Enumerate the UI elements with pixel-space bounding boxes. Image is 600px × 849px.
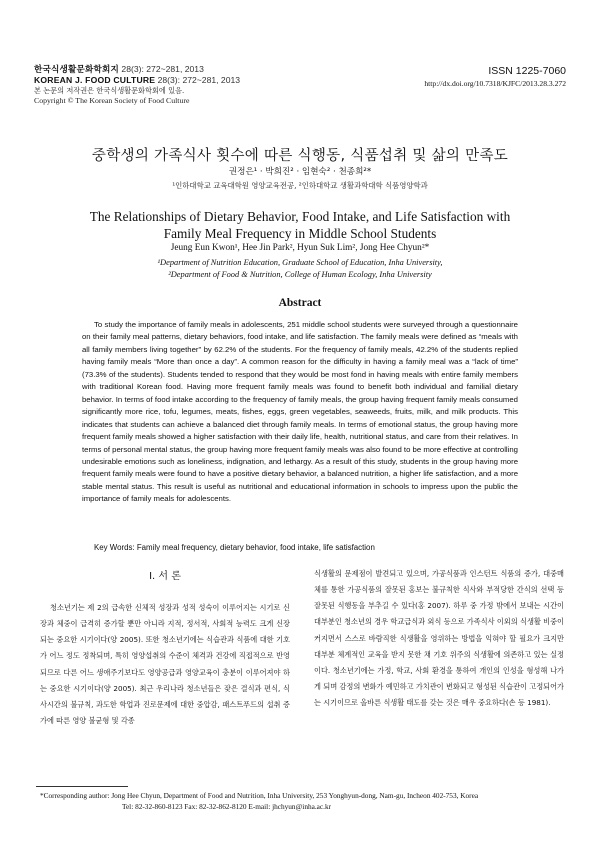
footnote-line-2: Tel: 82-32-860-8123 Fax: 82-32-862-8120 E-mail: jhchyun@inha.ac.kr	[122, 802, 332, 811]
title-english-line-2: Family Meal Frequency in Middle School Students	[163, 225, 437, 241]
title-korean: 중학생의 가족식사 횟수에 따른 식행동, 식품섭취 및 삶의 만족도	[91, 148, 509, 164]
title-english	[60, 209, 540, 242]
journal-ko-line	[34, 64, 240, 75]
journal-en-line	[34, 75, 240, 86]
journal-ko-volume: 28(3): 272~281, 2013	[119, 64, 204, 74]
section-title: I. 서 론	[149, 571, 181, 582]
title-english-line-1: The Relationships of Dietary Behavior, Food Intake, and Life Satisfaction with	[89, 209, 511, 224]
affiliation-english	[0, 257, 600, 281]
body-paragraph-left: 청소년기는 제 2의 급속한 신체적 성장과 성적 성숙이 이루어지는 시기로 신장과 체중이 급격히 증가할 뿐만 아니라 지적, 정서적, 사회적 능력도 크게 신장되는 중요한 시기이다(양 2005). 또한 청소년기에는 식습관과 식품에 대한 기호가 어느 정도 정착되며, 특히 영양섭취의 수준이 체격과 건강에 직접적으로 반영되므로 다른 어느 생애주기보다도 영양공급과 영양교육이 충분이 이루어져야 하는 중요한 시기이다(양 2005). 최근 우리나라 청소년들은 잦은 결식과 편식, 식사시간의 불규칙, 과도한 학업과 진로문제에 대한 중압감, 패스트푸드의 섭취 증가에 따른 영양 불균형 및 각종	[40, 603, 290, 726]
journal-ko: 한국식생활문화학회지	[34, 64, 120, 74]
body-paragraph-right: 식생활의 문제점이 발견되고 있으며, 가공식품과 인스턴트 식품의 증가, 대중매체를 통한 가공식품의 잘못된 홍보는 불규칙한 식사와 부적당한 간식의 선택 등 잘못된 식행동을 부추길 수 있다(홍 2007). 하루 중 가정 밖에서 보내는 시간이 대부분인 청소년의 경우 학교급식과 외식 등으로 가족식사 이외의 식생활 비중이 커지면서 스스로 바람직한 식생활을 영위하는 방법을 익혀야 할 필요가 크지만 대부분 체계적인 교육을 받지 못한 채 기호 위주의 식생활에 의존하고 있는 실정이다. 청소년기에는 가정, 학교, 사회 환경을 통하여 개인의 인성을 형성해 나가게 되며 감정의 변화가 예민하고 가치관이 변화되고 형성된 식습관이 고정되어가는 시기이므로 올바른 식생활 태도를 갖는 것은 매우 중요하다(손 등 1981).	[314, 569, 564, 708]
doi-link[interactable]: http://dx.doi.org/10.7318/KJFC/2013.28.3.272	[424, 79, 566, 88]
copyright-en: Copyright © The Korean Society of Food Culture	[34, 96, 190, 105]
footnote-line-1: *Corresponding author: Jong Hee Chyun, Department of Food and Nutrition, Inha University, 253 Yonghyun-dong, Nam-gu, Incheon 402-753, Korea	[40, 791, 479, 800]
affiliation-english-1: ¹Department of Nutrition Education, Graduate School of Education, Inha University,	[157, 258, 443, 267]
keywords: Key Words: Family meal frequency, dietary behavior, food intake, life satisfaction	[94, 543, 375, 552]
abstract-text: To study the importance of family meals in adolescents, 251 middle school students were surveyed through a questionnaire on their family meal patterns, dietary behaviors, food intake, and life satisfaction. The family meals were defined as “meals with all family members living together” by 62.2% of the students. For the frequency of family meals, 42.2% of the students replied having family meals “More than once a day”. A common reason for the difficulty in having a family meal was a “lack of time” (73.3% of the students). Students tended to respond that they would be most fond in having meals with entire family members with traditional Korean food. Having more frequent family meals was found to benefit both individual and familial dietary behavior. In terms of food intake according to the frequency of family meals, the group having frequent family meals consumed significantly more rice, tofu, legumes, meats, fishes, eggs, green vegetables, seaweeds, fruits, milk, and milk products. This indicates that students can achieve a balanced diet through family meals. In terms of emotional status, the group having more frequent family meals showed a higher satisfaction with their daily life, health, nutritional status, and care from their relatives. In terms of personal mental status, the group having more frequent family meals was also found to be more effective at controlling undesirable emotions such as loneliness, indignation, and lethargy. As a result of this study, students in the group having more frequent family meals were found to have a positive dietary behavior, a balanced nutrition, a higher life satisfaction, and a more stable mental status. This result is useful as nutritional and educational information in schools to impress upon the public the importance of family meals for adolescents.	[82, 320, 518, 504]
affiliation-korean: ¹인하대학교 교육대학원 영양교육전공, ²인하대학교 생활과학대학 식품영양학과	[172, 181, 428, 190]
issn-block	[424, 64, 566, 89]
authors-english: Jeung Eun Kwon¹, Hee Jin Park², Hyun Suk Lim², Jong Hee Chyun²*	[170, 243, 430, 253]
abstract-heading: Abstract	[278, 297, 322, 309]
issn: ISSN 1225-7060	[488, 65, 566, 77]
page-header	[34, 64, 566, 116]
journal-en-volume: 28(3): 272~281, 2013	[155, 75, 241, 85]
copyright-ko: 본 논문의 저작권은 한국식생활문화학회에 있음.	[34, 86, 185, 95]
body-column-left	[40, 566, 290, 729]
journal-en: KOREAN J. FOOD CULTURE	[34, 75, 156, 85]
authors-korean: 권정은¹ · 박희진² · 임현숙² · 천종희²*	[228, 167, 372, 177]
footnote-divider	[36, 786, 128, 787]
journal-info	[34, 64, 240, 106]
footnote	[40, 790, 560, 812]
body-column-right	[314, 566, 564, 711]
affiliation-english-2: ²Department of Food & Nutrition, College of Human Ecology, Inha University	[168, 270, 432, 279]
